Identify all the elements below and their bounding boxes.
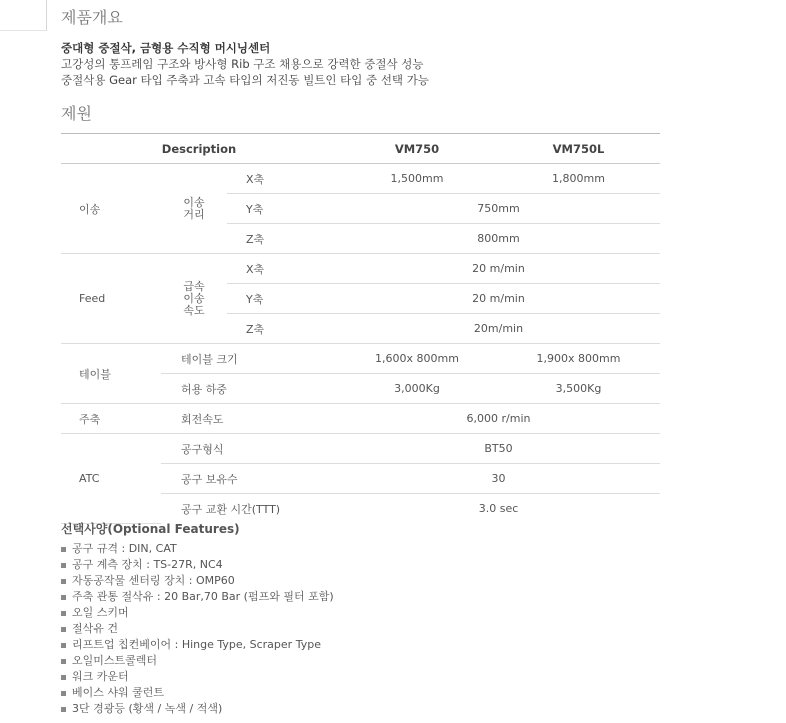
spec-value: 800mm (337, 224, 660, 254)
list-item: 오일 스키머 (61, 605, 334, 621)
table-row (61, 434, 660, 464)
overview-line: 고강성의 통프레임 구조와 방사형 Rib 구조 채용으로 강력한 중절삭 성능 (61, 57, 424, 71)
axis-label: Y축 (227, 194, 337, 224)
options-list (61, 541, 334, 717)
item-label: 허용 하중 (161, 374, 337, 404)
description-header: Description (61, 134, 337, 164)
corner-frame (0, 0, 47, 31)
table-row (61, 254, 660, 284)
spec-value: BT50 (337, 434, 660, 464)
spec-value: 20 m/min (337, 284, 660, 314)
item-label: 회전속도 (161, 404, 337, 434)
list-item: 3단 경광등 (황색 / 녹색 / 적색) (61, 701, 334, 717)
spec-value: 20 m/min (337, 254, 660, 284)
overview-lead: 중대형 중절삭, 금형용 수직형 머시닝센터 (61, 41, 271, 55)
axis-label: X축 (227, 254, 337, 284)
item-label: 공구형식 (161, 434, 337, 464)
spec-value: 20m/min (337, 314, 660, 344)
spec-value: 1,500mm (337, 164, 497, 194)
options-heading: 선택사양(Optional Features) (61, 522, 240, 536)
item-label: 공구 보유수 (161, 464, 337, 494)
axis-label: X축 (227, 164, 337, 194)
spindle-group-label: 주축 (61, 404, 161, 434)
overview-section (61, 40, 429, 88)
spec-value: 3,500Kg (497, 374, 660, 404)
list-item: 워크 카운터 (61, 669, 334, 685)
spec-value: 1,800mm (497, 164, 660, 194)
axis-label: Z축 (227, 224, 337, 254)
spec-table (61, 133, 660, 524)
item-label: 공구 교환 시간(TTT) (181, 502, 281, 516)
atc-group-label: ATC (61, 434, 161, 524)
list-item: 자동공작물 센터링 장치 : OMP60 (61, 573, 334, 589)
spec-header-row (61, 134, 660, 164)
vm750l-header: VM750L (497, 134, 660, 164)
spec-heading: 제원 (61, 104, 92, 123)
travel-sub-label (161, 164, 227, 254)
feed-sub-text: 급속 이송 속도 (183, 279, 205, 317)
spec-value: 30 (337, 464, 660, 494)
list-item: 절삭유 건 (61, 621, 334, 637)
table-row (61, 164, 660, 194)
spec-value: 3,000Kg (337, 374, 497, 404)
list-item: 공구 규격 : DIN, CAT (61, 541, 334, 557)
item-label: 테이블 크기 (161, 344, 337, 374)
list-item: 공구 계측 장치 : TS-27R, NC4 (61, 557, 334, 573)
overview-line: 중절삭용 Gear 타입 주축과 고속 타입의 저진동 빌트인 타입 중 선택 가능 (61, 73, 429, 87)
overview-heading: 제품개요 (61, 8, 123, 27)
table-group-label: 테이블 (61, 344, 161, 404)
spec-value: 1,900x 800mm (497, 344, 660, 374)
table-row (61, 344, 660, 374)
spec-value: 1,600x 800mm (337, 344, 497, 374)
axis-label: Z축 (227, 314, 337, 344)
list-item: 리프트업 칩컨베이어 : Hinge Type, Scraper Type (61, 637, 334, 653)
vm750-header: VM750 (337, 134, 497, 164)
travel-sub-text: 이송 거리 (183, 195, 205, 221)
travel-group-label: 이송 (61, 164, 161, 254)
spec-value: 6,000 r/min (337, 404, 660, 434)
list-item: 주축 관통 절삭유 : 20 Bar,70 Bar (펌프와 필터 포함) (61, 589, 334, 605)
list-item: 오일미스트콜렉터 (61, 653, 334, 669)
feed-sub-label (161, 254, 227, 344)
table-row (61, 404, 660, 434)
spec-value: 3.0 sec (478, 502, 519, 515)
list-item: 베이스 샤워 쿨런트 (61, 685, 334, 701)
spec-value: 750mm (337, 194, 660, 224)
feed-group-label: Feed (61, 254, 161, 344)
axis-label: Y축 (227, 284, 337, 314)
